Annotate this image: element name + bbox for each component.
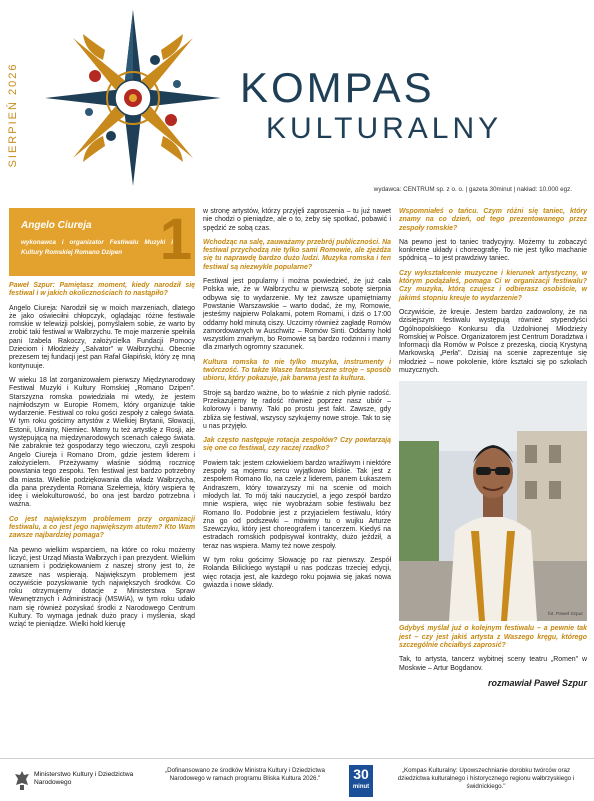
photo-credit: fot. Paweł Szpur <box>548 612 583 618</box>
funding-note: „Dofinansowano ze środków Ministra Kultury i Dziedzictwa Narodowego w ramach programu Bliska Kultura 2026." <box>165 767 325 782</box>
issue-date: SIERPIEŃ 2026 <box>7 62 19 168</box>
question: Kultura romska to nie tylko muzyka, instrumenty i twórczość. To także Wasze fantastyczne stroje – sposób ubioru, który pokazuje, jak barwna jest ta kultura. <box>203 358 391 383</box>
author-signature: rozmawiał Paweł Szpur <box>487 677 587 688</box>
paragraph: Festiwal jest popularny i można powiedzieć, że już cała Polska wie, że w Wałbrzychu w pierwszą sobotę sierpnia odbywa się to wydarzenie. My też zawsze upamiętniamy Powstanie Warszawskie – warto dodać, że my, Romowie, jesteśmy najpierw Polakami, potem Romami, i dziś o 17:00 oddamy hołd minutą ciszy. Uczcimy również zagładę Romów zamordowanych w Auschwitz – Romów Sinti. Oddamy hołd wszystkim zmarłym, bo Romowie są bardzo rodzinni i mamy dla zmarłych ogromny szacunek. <box>203 278 391 352</box>
paragraph: Powiem tak: jestem człowiekiem bardzo wrażliwym i niektóre zespoły są mojemu sercu wyjątkowo bliskie. Tak jest z zespołem Romano Ilo, na czele z liderem, panem Łukaszem Andraszem, który towarzyszy mi na scenie od moich młodych lat. To mój taki nauczyciel, a jego zespół bardzo mnie wspiera, więc nie wyobrażam sobie festiwalu bez Romano Ilo. Podobnie jest z przyjacielem festiwalu, który zna go od podszewki – mówimy tu o wujku Arturze Szewczyku, który jest choreografem i tancerzem. Kiedyś na estradach romskich podpisywał kontrakty, dużo jeździł, a teraz nas wspiera. Mamy też nowe zespoły. <box>203 459 391 550</box>
interviewee-header <box>9 208 195 276</box>
photo-illustration <box>399 381 587 621</box>
project-description: „Kompas Kulturalny: Upowszechnianie dorobku twórców oraz dziedzictwa kulturalnego i historycznego regionu wałbrzyskiego i świdnickiego." <box>397 767 575 790</box>
paragraph: w stronę artystów, którzy przyjęli zaproszenia – tu już nawet nie chodzi o pieniądze, ale o to, żeby się spotkać, pobawić i spędzić ze sobą czas. <box>203 208 391 232</box>
paragraph: W tym roku gościmy Słowację po raz pierwszy. Zespół Rolanda Bilickiego wystąpił u nas podczas trzeciej edycji, więc rotacja jest, ale każdego roku pojawia się jakaś nowa gwiazda i nowe składy. <box>203 556 391 589</box>
compass-rose-logo <box>40 4 226 192</box>
article-number: 1 <box>159 208 192 272</box>
title-line-1: KOMPAS <box>240 64 435 111</box>
footer <box>0 758 594 801</box>
paragraph: Oczywiście, że kreuje. Jestem bardzo zadowolony, że na dzisiejszym festiwalu występują również stypendyści Ogólnopolskiego Konkursu dla Uzdolnionej Młodzieży Romskiej w Polsce. Organizatorem jest Centrum Doradztwa i Informacji dla Romów w Polsce z prezeską, ciocią Krystyną Markowską „Perła". Dzisiaj na scenie zaprezentuje się młodzież – nowe pokolenie, które kształci się po szkołach muzycznych. <box>399 308 587 375</box>
30minut-logo: 30 minut <box>349 765 373 797</box>
masthead <box>0 0 594 196</box>
question: Gdybyś myślał już o kolejnym festiwalu – a pewnie tak jest – czy jest jakiś artysta z Waszego kręgu, którego szczególnie chciałbyś zaprosić? <box>399 625 587 649</box>
column-2 <box>203 208 391 596</box>
interviewee-role: wykonawca i organizator Festiwalu Muzyki i Kultury Romskiej Romano Dzipen <box>21 239 173 256</box>
paragraph: W wieku 18 lat zorganizowałem pierwszy Międzynarodowy Festiwal Muzyki i Kultury Romskiej „Romano Dzipen". Starszyzna romska powiedziała mi wtedy, że jestem najmłodszym w Europie Romem, który organizuje takie wydarzenie. Festiwal co roku gości zespoły z całego świata. W tym roku gościmy artystów z Wielkiej Brytanii, Słowacji, Estonii, Ukrainy, Niemiec. Mamy tu też artystkę z Rosji, ale występującą na międzynarodowych scenach całego świata. Nie zabraknie też gospodarzy tego wieczoru, czyli zespołu Angelo Ciureja i Romano Drom, gdzie jestem liderem i założycielem. Przeżywamy właśnie siódmą rocznicę powstania tego zespołu. Ten festiwal jest bardzo potrzebny dla miasta. Wielkie podziękowania dla władz Wałbrzycha, dla pana prezydenta Romana Szełemeja, który wspiera tę ideę i wielokulturowość, bo ona jest bardzo potrzebna i ważna. <box>9 376 195 509</box>
interviewee-name: Angelo Ciureja <box>21 220 92 231</box>
paragraph: Angelo Ciureja: Narodził się w moich marzeniach, dlatego że jako oświeciłni chłopczyk, oglądając różne festiwale romskie w telewizji polskiej, pomyślałem sobie, że warto by zrobić taki festiwal w Wałbrzychu. Te moje marzenie spełniła pani Izabela Rakoczy, założycielka Fundacji Pomocy Dzieciom i Młodzieży „Salvator" w Wałbrzychu. Obecnie prezesem tej fundacji jest pan Rafał Głapiński, który zę mną kontynuuje. <box>9 304 195 370</box>
paragraph: Tak, to artysta, tancerz wybitnej sceny teatru „Romen" w Moskwie – Artur Bogdanov. <box>399 656 587 672</box>
column-3 <box>399 208 587 687</box>
question: Co jest największym problemem przy organizacji festiwalu, a co jest jego największym atutem? Kto Wam zawsze najbardziej pomaga? <box>9 515 195 540</box>
question: Wspomniałeś o tańcu. Czym różni się taniec, który znamy na co dzień, od tego prezentowanego przez zespoły romskie? <box>399 208 587 232</box>
ministry-name: Ministerstwo Kultury i Dziedzictwa Narodowego <box>34 771 134 787</box>
publisher-info: wydawca: CENTRUM sp. z o. o. | gazeta 30minut | nakład: 10.000 egz. <box>373 186 572 193</box>
question: Jak często następuje rotacja zespołów? Czy powtarzają się one co festiwal, czy raczej rzadko? <box>203 437 391 453</box>
interviewee-photo <box>399 381 587 621</box>
eagle-icon <box>14 769 30 791</box>
title-line-2: KULTURALNY <box>266 112 503 145</box>
paragraph: Stroje są bardzo ważne, bo to właśnie z nich płynie radość. Przekazujemy tę radość również poprzez nasz ubiór – kolorowy i barwny. Taki po prostu jest fakt. Zawsze, gdy zbliża się festiwal, wszyscy szykujemy nowe stroje. Tak to się u nas przyjęło. <box>203 389 392 430</box>
question: Paweł Szpur: Pamiętasz moment, kiedy narodził się festiwal i w jakich okolicznościach to nastąpiło? <box>9 282 195 298</box>
question: Wchodząc na salę, zauważamy przebrój publiczności. Na festiwal przychodzą nie tylko sami Romowie, ale zjeżdża się tu naprawdę bardzo dużo ludzi. Muzyka romska i ten festiwal są niezwykle popularne? <box>203 238 391 271</box>
question: Czy wykształcenie muzyczne i kierunek artystyczny, w którym podążałeś, pomaga Ci w organizacji festiwalu? Czy muzyka, którą czujesz i odbierasz osobiście, w jakimś stopniu kreuje to wydarzenie? <box>399 269 587 302</box>
paragraph: Na pewno wielkim wsparciem, na które co roku możemy liczyć, jest Urząd Miasta Wałbrzych i pan prezydent. Wielkim uznaniem i podziękowaniem z naszej strony jest to, że zawsze nas wspierają. Największym problemem jest oczywiście pozyskiwanie tych największych środków. Co roku otrzymujemy dotacje z Ministerstwa Spraw Wewnętrznych i Administracji (MSWiA), w tym roku udało nam się również pozyskać środki z Narodowego Centrum Kultury. To wymaga jednak dużo pracy i myślenia, skąd wziąć te pieniądze. Wielki hołd kieruję <box>9 546 195 629</box>
column-1 <box>9 208 195 636</box>
paragraph: Na pewno jest to taniec tradycyjny. Możemy tu zobaczyć konkretne układy i choreografię. To nie jest tylko machanie spódnicą – to jest prawdziwy taniec. <box>399 238 587 263</box>
